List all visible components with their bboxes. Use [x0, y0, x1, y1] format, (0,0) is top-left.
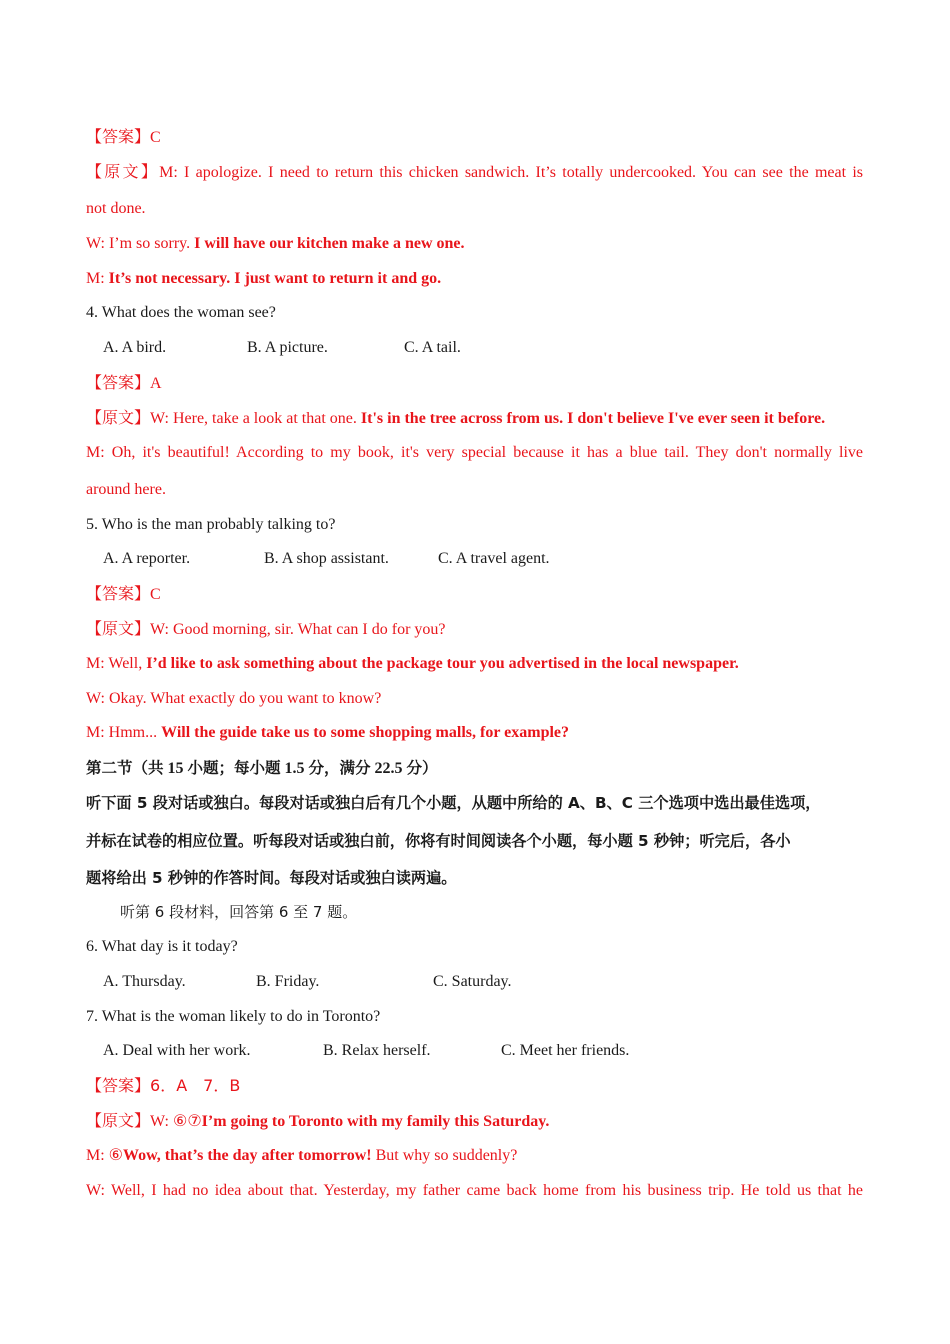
section2-instructions-line1: 听下面 5 段对话或独白。每段对话或独白后有几个小题，从题中所给的 A、B、C 三个选项中选出最佳选项， [86, 794, 821, 812]
q3-transcript-line1: 【原文】M: I apologize. I need to return this chicken sandwich. It’s totally undercooked. You can see the meat is [86, 162, 863, 181]
q4-option-a: A. A bird. [103, 339, 167, 356]
q4-transcript-line2: M: Oh, it's beautiful! According to my book, it's very special because it has a blue tail. They don't normally live [86, 444, 863, 461]
q7-answer: 【答案】6．A 7．B [86, 1076, 241, 1095]
q5-answer: 【答案】C [86, 584, 161, 603]
q7-transcript-line3: W: Well, I had no idea about that. Yesterday, my father came back home from his business trip. He told us that he [86, 1182, 863, 1199]
q3-transcript-line1b: not done. [86, 200, 146, 217]
q7-transcript-line1: 【原文】W: ⑥⑦I’m going to Toronto with my family this Saturday. [86, 1111, 550, 1130]
q5-option-b: B. A shop assistant. [264, 550, 389, 567]
q3-transcript-line3: M: It’s not necessary. I just want to return it and go. [86, 270, 442, 287]
q5-transcript-line1: 【原文】W: Good morning, sir. What can I do for you? [86, 619, 446, 638]
section2-subheading: 听第 6 段材料，回答第 6 至 7 题。 [120, 903, 358, 921]
q7-option-b: B. Relax herself. [323, 1042, 431, 1059]
section2-instructions-line2: 并标在试卷的相应位置。听每段对话或独白前，你将有时间阅读各个小题，每小题 5 秒钟；听完后，各小 [86, 832, 791, 850]
q6-option-c: C. Saturday. [433, 973, 512, 990]
q6-option-b: B. Friday. [256, 973, 320, 990]
q7-option-c: C. Meet her friends. [501, 1042, 630, 1059]
section2-instructions-line3: 题将给出 5 秒钟的作答时间。每段对话或独白读两遍。 [86, 869, 457, 887]
q3-answer: 【答案】C [86, 127, 161, 146]
q5-transcript-line4: M: Hmm... Will the guide take us to some shopping malls, for example? [86, 724, 570, 741]
q4-option-b: B. A picture. [247, 339, 328, 356]
q7-transcript-line2: M: ⑥Wow, that’s the day after tomorrow! But why so suddenly? [86, 1147, 518, 1164]
q4-option-c: C. A tail. [404, 339, 461, 356]
q4-question: 4. What does the woman see? [86, 304, 276, 321]
q7-question: 7. What is the woman likely to do in Toronto? [86, 1008, 381, 1025]
q5-transcript-line2: M: Well, I’d like to ask something about the package tour you advertised in the local newspaper. [86, 655, 739, 672]
q4-answer: 【答案】A [86, 373, 162, 392]
q6-question: 6. What day is it today? [86, 938, 238, 955]
q4-transcript-line1: 【原文】W: Here, take a look at that one. It's in the tree across from us. I don't believe I've ever seen it before. [86, 408, 826, 427]
q3-transcript-line2: W: I’m so sorry. I will have our kitchen make a new one. [86, 235, 465, 252]
q5-option-c: C. A travel agent. [438, 550, 550, 567]
section2-title: 第二节（共 15 小题；每小题 1.5 分，满分 22.5 分） [86, 759, 438, 777]
q5-option-a: A. A reporter. [103, 550, 191, 567]
q5-transcript-line3: W: Okay. What exactly do you want to know? [86, 690, 382, 707]
q5-question: 5. Who is the man probably talking to? [86, 516, 336, 533]
q6-option-a: A. Thursday. [103, 973, 186, 990]
q4-transcript-line2b: around here. [86, 481, 166, 498]
q7-option-a: A. Deal with her work. [103, 1042, 251, 1059]
